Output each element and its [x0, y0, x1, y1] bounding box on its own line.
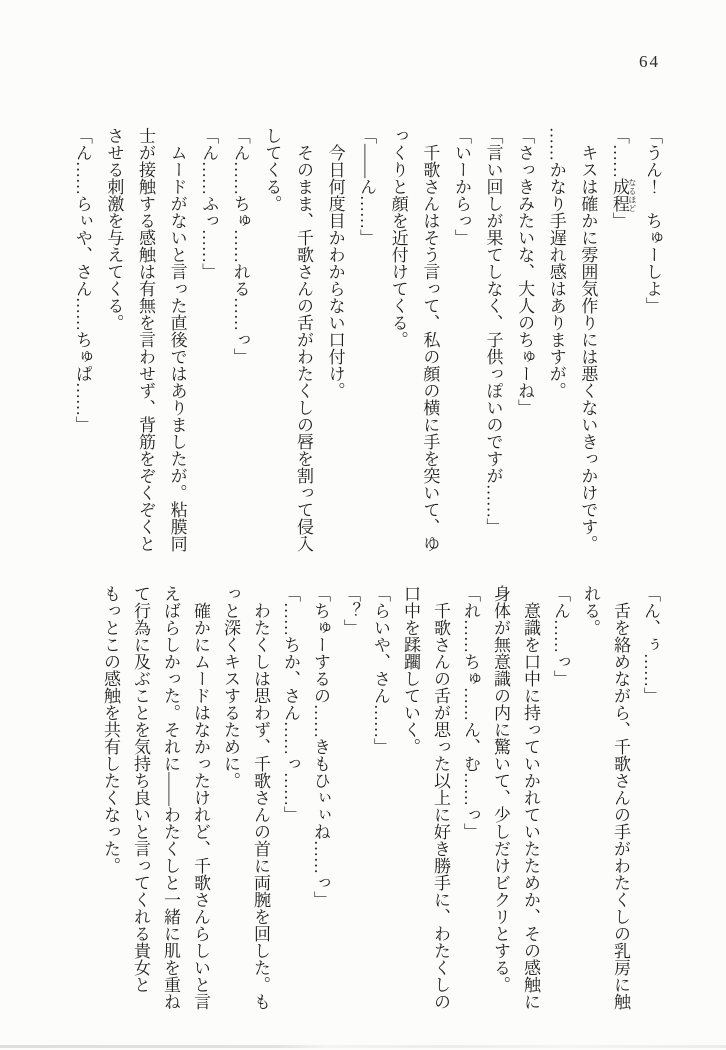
text-line: 舌を絡めながら、千歌さんの手がわたくしの乳房に触: [611, 602, 630, 1010]
text-line: わたくしは思わず、千歌さんの首に両腕を回した。も: [251, 602, 270, 1010]
text-line: してくる。: [262, 127, 282, 212]
text-line: 「ちゅーするの……きもひぃぃね……っ」: [311, 585, 330, 908]
text-line: 今日何度目かわからない口付け。: [325, 144, 345, 399]
text-block-bottom: [93, 585, 665, 1021]
text-line: 「……ちか、さん……っ……」: [281, 585, 300, 823]
text-line: 「……成程 なるほど」: [609, 127, 637, 229]
text-line: て行為に及ぶことを気持ち良いと言ってくれる貴女と: [131, 585, 150, 993]
text-line: ムードがないと言った直後ではありましたが。粘膜同: [167, 144, 187, 552]
text-line: 「さっきみたいな、大人のちゅーね」: [515, 127, 535, 416]
text-line: れる。: [581, 585, 600, 636]
text-line: 「――ん……」: [357, 127, 377, 246]
furigana-word: 成程 なるほど: [609, 178, 637, 212]
text-line: 「れ……ちゅ……ん、む……っ」: [461, 585, 480, 840]
text-line: 「うん！ ちゅーしよ」: [643, 127, 662, 314]
text-line: 「いーからっ」: [451, 127, 471, 246]
page-number: 64: [639, 52, 660, 71]
text-line: 「ん……ふっ……」: [199, 127, 219, 280]
text-line: 口中を蹂躙していく。: [401, 585, 420, 755]
text-line: 千歌さんはそう言って、私の顔の横に手を突いて、ゆ: [420, 144, 440, 552]
text-line: そのまま、千歌さんの舌がわたくしの唇を割って侵入: [293, 144, 313, 552]
text-line: 確かにムードはなかったけれど、千歌さんらしいと言: [191, 602, 210, 1010]
text-line: キスは確かに雰囲気作りには悪くないきっかけです。: [578, 144, 598, 552]
text-line: 「？」: [341, 585, 360, 636]
text-line: 「言い回しが果てしなく、子供っぽいのですが……」: [483, 127, 503, 535]
text-block-top: [62, 127, 668, 563]
text-line: 「ん……らぃや、さん……ちゅぱ……」: [72, 127, 92, 433]
text-line: っくりと顔を近付けてくる。: [388, 127, 408, 348]
text-line: もっとこの感触を共有したくなった。: [101, 585, 120, 874]
text-line: 「ん……っ」: [551, 585, 570, 687]
text-line: 身体が無意識の内に驚いて、少しだけビクリとする。: [491, 585, 510, 993]
text-line: 千歌さんの舌が思った以上に好き勝手に、わたくしの: [431, 602, 450, 1010]
text-line: 「らいや、さん……」: [371, 585, 390, 755]
text-line: ……かなり手遅れ感はありますが。: [546, 127, 566, 399]
text-line: 「ん……ちゅ……れる……っ」: [230, 127, 250, 365]
text-line: させる刺激を与えてくる。: [104, 127, 124, 331]
text-line: っと深くキスするために。: [221, 585, 240, 789]
text-line: えばらしかった。それに――わたくしと一緒に肌を重ね: [161, 585, 180, 1010]
text-line: 士が接触する感触は有無を言わせず、背筋をぞくぞくと: [136, 127, 155, 552]
scan-edge-artifact: [0, 1045, 726, 1048]
text-line: 「ん、ぅ……」: [641, 585, 660, 704]
text-line: 意識を口中に持っていかれていたためか、その感触に: [521, 602, 540, 1010]
